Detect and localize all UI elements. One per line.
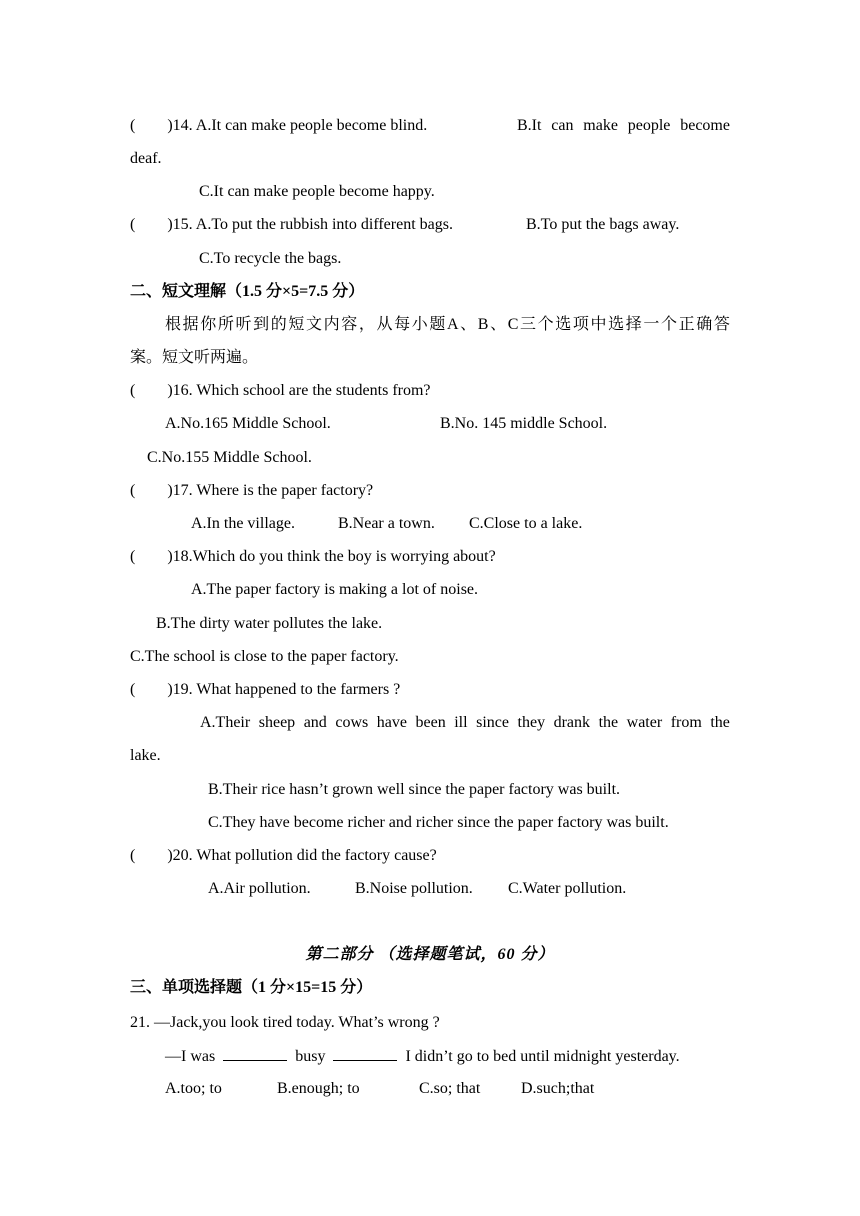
question-14-option-c: C.It can make people become happy. [199, 183, 435, 200]
question-19-option-c: C.They have become richer and richer since the paper factory was built. [208, 814, 669, 831]
option-word: they [517, 714, 546, 731]
instruction-char: 文 [306, 316, 323, 333]
section-2-title: 二、短文理解（1.5 分×5=7.5 分） [130, 283, 365, 300]
question-20-option-c: C.Water pollution. [508, 880, 627, 897]
instruction-char: 三 [519, 316, 536, 333]
question-19-option-b: B.Their rice hasn’t grown well since the paper factory was built. [208, 781, 621, 798]
instruction-char: ， [358, 316, 375, 333]
instruction-char: 你 [200, 316, 217, 333]
instruction-char: 个 [537, 316, 554, 333]
question-19-stem: ( )19. What happened to the farmers ? [130, 681, 401, 698]
instruction-char: 听 [235, 316, 252, 333]
option-word: make [583, 117, 618, 134]
instruction-char: 每 [394, 316, 411, 333]
question-21-option-a: A.too; to [165, 1080, 222, 1097]
instruction-char: 、 [460, 316, 477, 333]
question-20-option-b: B.Noise pollution. [355, 880, 473, 897]
question-14-stem: ( )14. A.It can make people become blind. [130, 117, 428, 134]
option-word: drank [553, 714, 591, 731]
instruction-char: 正 [678, 316, 695, 333]
blank-1 [223, 1046, 287, 1061]
instruction-char: 到 [253, 316, 270, 333]
blank-2 [333, 1046, 397, 1061]
option-word: from [670, 714, 702, 731]
option-word: been [415, 714, 446, 731]
question-15-option-c: C.To recycle the bags. [199, 250, 342, 267]
option-word: ill [454, 714, 468, 731]
instruction-char: A [447, 316, 459, 333]
question-16-option-b: B.No. 145 middle School. [440, 415, 608, 432]
instruction-char: C [507, 316, 519, 333]
instruction-char: 、 [490, 316, 507, 333]
answer-prefix: —I was [165, 1048, 216, 1065]
instruction-char: 择 [625, 316, 642, 333]
instruction-char: 容 [341, 316, 358, 333]
question-14-option-b-continued: deaf. [130, 150, 162, 167]
question-20-option-a: A.Air pollution. [208, 880, 311, 897]
instruction-char: 的 [270, 316, 287, 333]
option-word: since [476, 714, 509, 731]
question-18-option-b: B.The dirty water pollutes the lake. [156, 615, 383, 632]
section-2-instructions-continued: 案。短文听两遍。 [130, 349, 259, 366]
question-18-option-c: C.The school is close to the paper factory. [130, 648, 399, 665]
part-2-title: 第二部分 （选择题笔试，60 分） [305, 946, 555, 963]
question-21-stem: 21. —Jack,you look tired today. What’s wrong ? [130, 1014, 440, 1031]
question-21-option-c: C.so; that [419, 1080, 481, 1097]
instruction-char: 一 [643, 316, 660, 333]
question-21-answer-line [165, 1046, 680, 1067]
question-19-option-a-continued: lake. [130, 747, 161, 764]
question-21-option-d: D.such;that [521, 1080, 595, 1097]
option-word: B.It [517, 117, 542, 134]
question-16-option-a: A.No.165 Middle School. [165, 415, 331, 432]
instruction-char: 小 [411, 316, 428, 333]
instruction-char: 题 [429, 316, 446, 333]
question-20-stem: ( )20. What pollution did the factory cause? [130, 847, 437, 864]
instruction-char: 据 [182, 316, 199, 333]
question-14-option-b [517, 116, 730, 136]
question-17-option-a: A.In the village. [191, 515, 295, 532]
option-word: sheep [258, 714, 296, 731]
question-16-option-c: C.No.155 Middle School. [147, 449, 312, 466]
option-word: the [710, 714, 730, 731]
option-word: the [598, 714, 619, 731]
question-19-option-a [200, 713, 730, 733]
instruction-char: 根 [165, 316, 182, 333]
option-word: and [303, 714, 327, 731]
question-18-option-a: A.The paper factory is making a lot of noise. [191, 581, 479, 598]
option-word: cows [335, 714, 369, 731]
answer-suffix: I didn’t go to bed until midnight yesterday. [405, 1048, 680, 1065]
instruction-char: 从 [376, 316, 393, 333]
option-word: can [551, 117, 574, 134]
section-3-title: 三、单项选择题（1 分×15=15 分） [130, 979, 373, 996]
option-word: water [626, 714, 663, 731]
question-17-option-b: B.Near a town. [338, 515, 435, 532]
instruction-char: B [477, 316, 489, 333]
question-18-stem: ( )18.Which do you think the boy is worrying about? [130, 548, 496, 565]
question-17-stem: ( )17. Where is the paper factory? [130, 482, 374, 499]
question-21-option-b: B.enough; to [277, 1080, 360, 1097]
instruction-char: 项 [572, 316, 589, 333]
instruction-char: 短 [288, 316, 305, 333]
question-15-option-b: B.To put the bags away. [526, 216, 680, 233]
instruction-char: 选 [555, 316, 572, 333]
question-15-stem: ( )15. A.To put the rubbish into different bags. [130, 216, 453, 233]
option-word: have [376, 714, 407, 731]
option-word: become [680, 117, 730, 134]
instruction-char: 个 [660, 316, 677, 333]
instruction-char: 确 [696, 316, 713, 333]
question-17-option-c: C.Close to a lake. [469, 515, 583, 532]
section-2-instructions [165, 315, 730, 335]
option-word: A.Their [200, 714, 251, 731]
question-16-stem: ( )16. Which school are the students from? [130, 382, 431, 399]
instruction-char: 答 [713, 316, 730, 333]
option-word: people [627, 117, 671, 134]
answer-mid: busy [295, 1048, 326, 1065]
instruction-char: 中 [590, 316, 607, 333]
instruction-char: 所 [217, 316, 234, 333]
instruction-char: 选 [608, 316, 625, 333]
instruction-char: 内 [323, 316, 340, 333]
